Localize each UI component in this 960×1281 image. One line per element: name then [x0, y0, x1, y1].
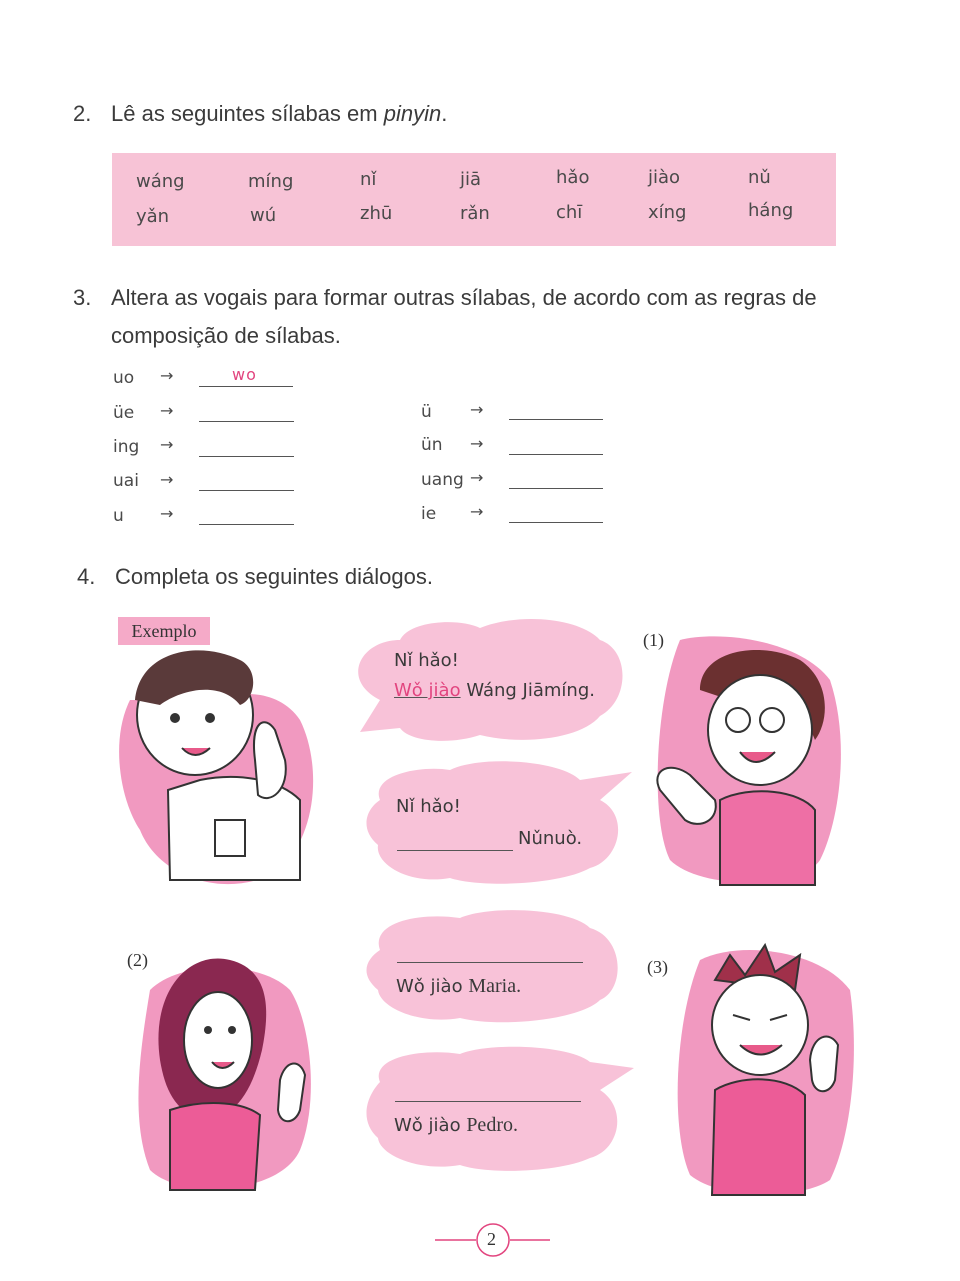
- arrow-icon: →: [160, 470, 174, 489]
- bubble-4-prefix: Wǒ jiào: [394, 1115, 461, 1136]
- bubble-2-name: Nǔnuò.: [518, 828, 583, 849]
- answer-line[interactable]: [509, 488, 603, 489]
- bubble-4-name: Pedro.: [466, 1114, 518, 1136]
- vowel-label: ie: [421, 504, 437, 524]
- vowel-label: uang: [421, 470, 464, 490]
- bubble-4-answer-line[interactable]: [395, 1101, 581, 1102]
- question-2-number: 2.: [73, 101, 92, 126]
- syllable: yǎn: [136, 206, 170, 227]
- bubble-1-name: Wáng Jiāmíng.: [466, 680, 595, 701]
- dialog-label-1: (1): [643, 630, 664, 650]
- arrow-icon: →: [160, 504, 174, 523]
- question-3-number: 3.: [73, 285, 92, 310]
- bubble-3-prefix: Wǒ jiào: [396, 976, 463, 997]
- girl-figure: [138, 958, 310, 1190]
- arrow-icon: →: [470, 468, 484, 487]
- question-4-text: Completa os seguintes diálogos.: [115, 564, 433, 589]
- syllable: jiào: [648, 167, 681, 188]
- question-3-line1: Altera as vogais para formar outras sílabas, de acordo com as regras de: [111, 285, 817, 310]
- syllable: xíng: [648, 202, 687, 223]
- syllable: zhū: [360, 203, 393, 224]
- page-number: 2: [487, 1229, 496, 1249]
- speech-bubble-2: [366, 761, 632, 883]
- speech-bubble-3: [366, 910, 617, 1022]
- boy-example-figure: [119, 650, 313, 884]
- syllable: míng: [248, 171, 294, 192]
- answer-line[interactable]: [199, 524, 294, 525]
- syllable: háng: [748, 200, 794, 221]
- answer-line[interactable]: [509, 419, 603, 420]
- arrow-icon: →: [160, 401, 174, 420]
- curly-boy-figure: [657, 636, 841, 885]
- vowel-label: u: [113, 506, 124, 526]
- bubble-1-line2: [394, 680, 595, 701]
- question-2-text: Lê as seguintes sílabas em: [111, 101, 384, 126]
- vowel-label: uo: [113, 368, 135, 388]
- answer-line[interactable]: [199, 456, 294, 457]
- question-2-text-em: pinyin: [383, 101, 442, 126]
- answer-line[interactable]: [509, 522, 603, 523]
- question-2-heading: [73, 101, 447, 127]
- spiky-boy-figure: [678, 945, 854, 1195]
- question-4-heading: [77, 564, 433, 590]
- bubble-3-answer-line[interactable]: [397, 962, 583, 963]
- question-3-line2: composição de sílabas.: [111, 323, 341, 348]
- question-3-heading: [73, 285, 817, 311]
- exemplo-label: Exemplo: [118, 617, 210, 645]
- pinyin-syllable-box: [112, 153, 836, 246]
- answer-line[interactable]: [199, 421, 294, 422]
- bubble-1-greeting: Nǐ hǎo!: [394, 650, 459, 671]
- arrow-icon: →: [160, 366, 174, 385]
- arrow-icon: →: [470, 434, 484, 453]
- bubble-4-line: [394, 1114, 518, 1137]
- bubble-2-greeting: Nǐ hǎo!: [396, 796, 461, 817]
- dialog-label-3: (3): [647, 957, 668, 977]
- bubble-3-line: [396, 975, 521, 998]
- syllable: hǎo: [556, 167, 590, 188]
- vowel-label: uai: [113, 471, 139, 491]
- vowel-label: üe: [113, 403, 135, 423]
- question-2-text-end: .: [441, 101, 448, 126]
- syllable: wú: [250, 205, 277, 226]
- answer-line[interactable]: [199, 490, 294, 491]
- vowel-label: ü: [421, 402, 432, 422]
- arrow-icon: →: [160, 435, 174, 454]
- syllable: nǐ: [360, 169, 377, 190]
- example-answer: wo: [232, 365, 257, 384]
- vowel-label: ün: [421, 435, 443, 455]
- bubble-2-answer-line[interactable]: [397, 850, 513, 851]
- syllable: wáng: [136, 171, 185, 192]
- vowel-label: ing: [113, 437, 140, 457]
- bubble-3-name: Maria.: [468, 975, 522, 997]
- syllable: nǔ: [748, 167, 771, 188]
- bubble-1-answer: Wǒ jiào: [394, 680, 461, 701]
- speech-bubble-4: [366, 1047, 634, 1171]
- syllable: chī: [556, 202, 583, 223]
- arrow-icon: →: [470, 502, 484, 521]
- question-4-number: 4.: [77, 564, 96, 589]
- syllable: rǎn: [460, 203, 490, 224]
- answer-line[interactable]: [509, 454, 603, 455]
- arrow-icon: →: [470, 400, 484, 419]
- answer-line[interactable]: [199, 386, 293, 387]
- dialog-label-2: (2): [127, 950, 148, 970]
- syllable: jiā: [460, 169, 482, 190]
